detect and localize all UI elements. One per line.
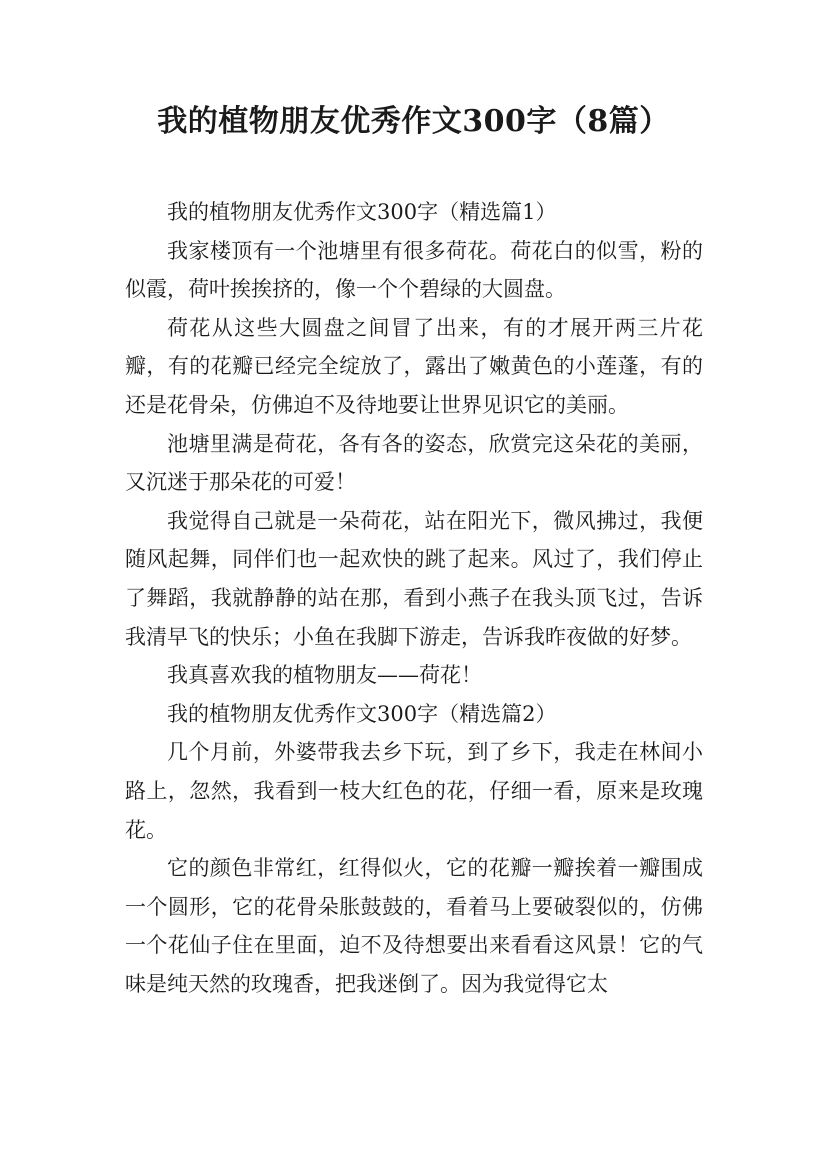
section-heading-2: 我的植物朋友优秀作文300字（精选篇2） [167,701,557,726]
document-title: 我的植物朋友优秀作文300字（8篇） [157,104,670,139]
paragraph: 荷花从这些大圆盘之间冒了出来，有的才展开两三片花瓣，有的花瓣已经完全绽放了，露出了嫩黄色的小莲蓬，有的还是花骨朵，仿佛迫不及待地要让世界见识它的美丽。 [125,315,703,417]
paragraph: 我家楼顶有一个池塘里有很多荷花。荷花白的似雪，粉的似霞，荷叶挨挨挤的，像一个个碧绿的大圆盘。 [125,238,703,302]
paragraph: 池塘里满是荷花，各有各的姿态，欣赏完这朵花的美丽，又沉迷于那朵花的可爱！ [125,431,703,495]
document-body [125,193,703,1003]
paragraph: 它的颜色非常红，红得似火，它的花瓣一瓣挨着一瓣围成一个圆形，它的花骨朵胀鼓鼓的，看着马上要破裂似的，仿佛一个花仙子住在里面，迫不及待想要出来看看这风景！它的气味是纯天然的玫瑰香，把我迷倒了。因为我觉得它太 [125,856,703,996]
section-heading-1: 我的植物朋友优秀作文300字（精选篇1） [167,200,557,224]
paragraph: 我真喜欢我的植物朋友——荷花！ [167,663,482,688]
paragraph: 几个月前，外婆带我去乡下玩，到了乡下，我走在林间小路上，忽然，我看到一枝大红色的花，仔细一看，原来是玫瑰花。 [125,740,703,842]
paragraph: 我觉得自己就是一朵荷花，站在阳光下，微风拂过，我便随风起舞，同伴们也一起欢快的跳了起来。风过了，我们停止了舞蹈，我就静静的站在那，看到小燕子在我头顶飞过，告诉我清早飞的快乐；小鱼在我脚下游走，告诉我昨夜做的好梦。 [125,508,703,649]
